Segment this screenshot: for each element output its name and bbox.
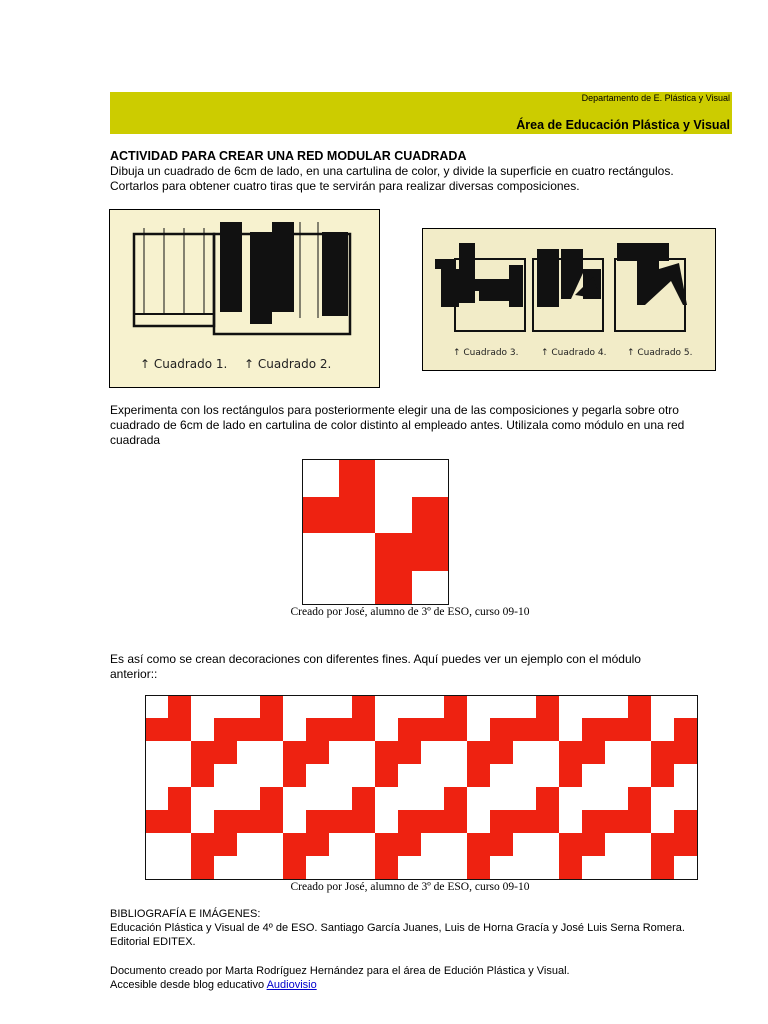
credit-line-2: [110, 978, 730, 992]
module-graphic: [302, 459, 449, 605]
bibliography-title: BIBLIOGRAFÍA E IMÁGENES:: [110, 908, 261, 920]
credit-line-1: Documento creado por Marta Rodríguez Hernández para el área de Edución Plástica y Visual.: [110, 965, 570, 977]
area-title: Área de Educación Plástica y Visual: [516, 118, 730, 132]
experiment-line-2: cuadrado de 6cm de lado en cartulina de color distinto al empleado antes. Utilizala como módulo en una red: [110, 418, 685, 432]
modular-network-graphic: [145, 695, 698, 880]
bibliography-line-2: Editorial EDITEX.: [110, 936, 196, 948]
bibliography: [110, 907, 730, 949]
credit-prefix: Accesible desde blog educativo: [110, 979, 267, 991]
label-cuadrado-3: ↑ Cuadrado 3.: [453, 348, 519, 358]
experiment-line-3: cuadrada: [110, 433, 161, 447]
header-banner: [110, 92, 732, 134]
red-module-image: [302, 459, 449, 605]
squares-1-2-illustration: [110, 210, 379, 387]
label-cuadrado-2: ↑ Cuadrado 2.: [244, 357, 332, 371]
experiment-line-1: Experimenta con los rectángulos para posteriormente elegir una de las composiciones y pegarla sobre otro: [110, 403, 679, 417]
label-cuadrado-5: ↑ Cuadrado 5.: [627, 348, 693, 358]
photo-squares-1-2: [109, 209, 380, 388]
decorations-paragraph: [110, 652, 734, 682]
experiment-paragraph: [110, 403, 734, 448]
strip-caption: Creado por José, alumno de 3º de ESO, curso 09-10: [290, 881, 530, 893]
intro-line-2: Cortarlos para obtener cuatro tiras que te servirán para realizar diversas composiciones.: [110, 179, 580, 193]
squares-3-4-5-illustration: [423, 229, 715, 370]
bibliography-line-1: Educación Plástica y Visual de 4º de ESO. Santiago García Juanes, Luis de Horna Gracía y José Luis Serna Romera.: [110, 922, 685, 934]
module-caption: Creado por José, alumno de 3º de ESO, curso 09-10: [290, 606, 530, 618]
activity-title: ACTIVIDAD PARA CREAR UNA RED MODULAR CUADRADA: [110, 149, 467, 163]
credit: [110, 964, 730, 992]
decorations-line-2: anterior::: [110, 667, 158, 681]
label-cuadrado-4: ↑ Cuadrado 4.: [541, 348, 607, 358]
label-cuadrado-1: ↑ Cuadrado 1.: [140, 357, 228, 371]
intro-line-1: Dibuja un cuadrado de 6cm de lado, en una cartulina de color, y divide la superficie en cuatro rectángulos.: [110, 164, 674, 178]
photo-squares-3-4-5: [422, 228, 716, 371]
modular-network-image: [145, 695, 698, 880]
audiovisio-link[interactable]: Audiovisio: [266, 979, 317, 991]
decorations-line-1: Es así como se crean decoraciones con diferentes fines. Aquí puedes ver un ejemplo con el módulo: [110, 652, 641, 666]
intro-paragraph: [110, 164, 734, 194]
department-label: Departamento de E. Plástica y Visual: [581, 93, 730, 103]
